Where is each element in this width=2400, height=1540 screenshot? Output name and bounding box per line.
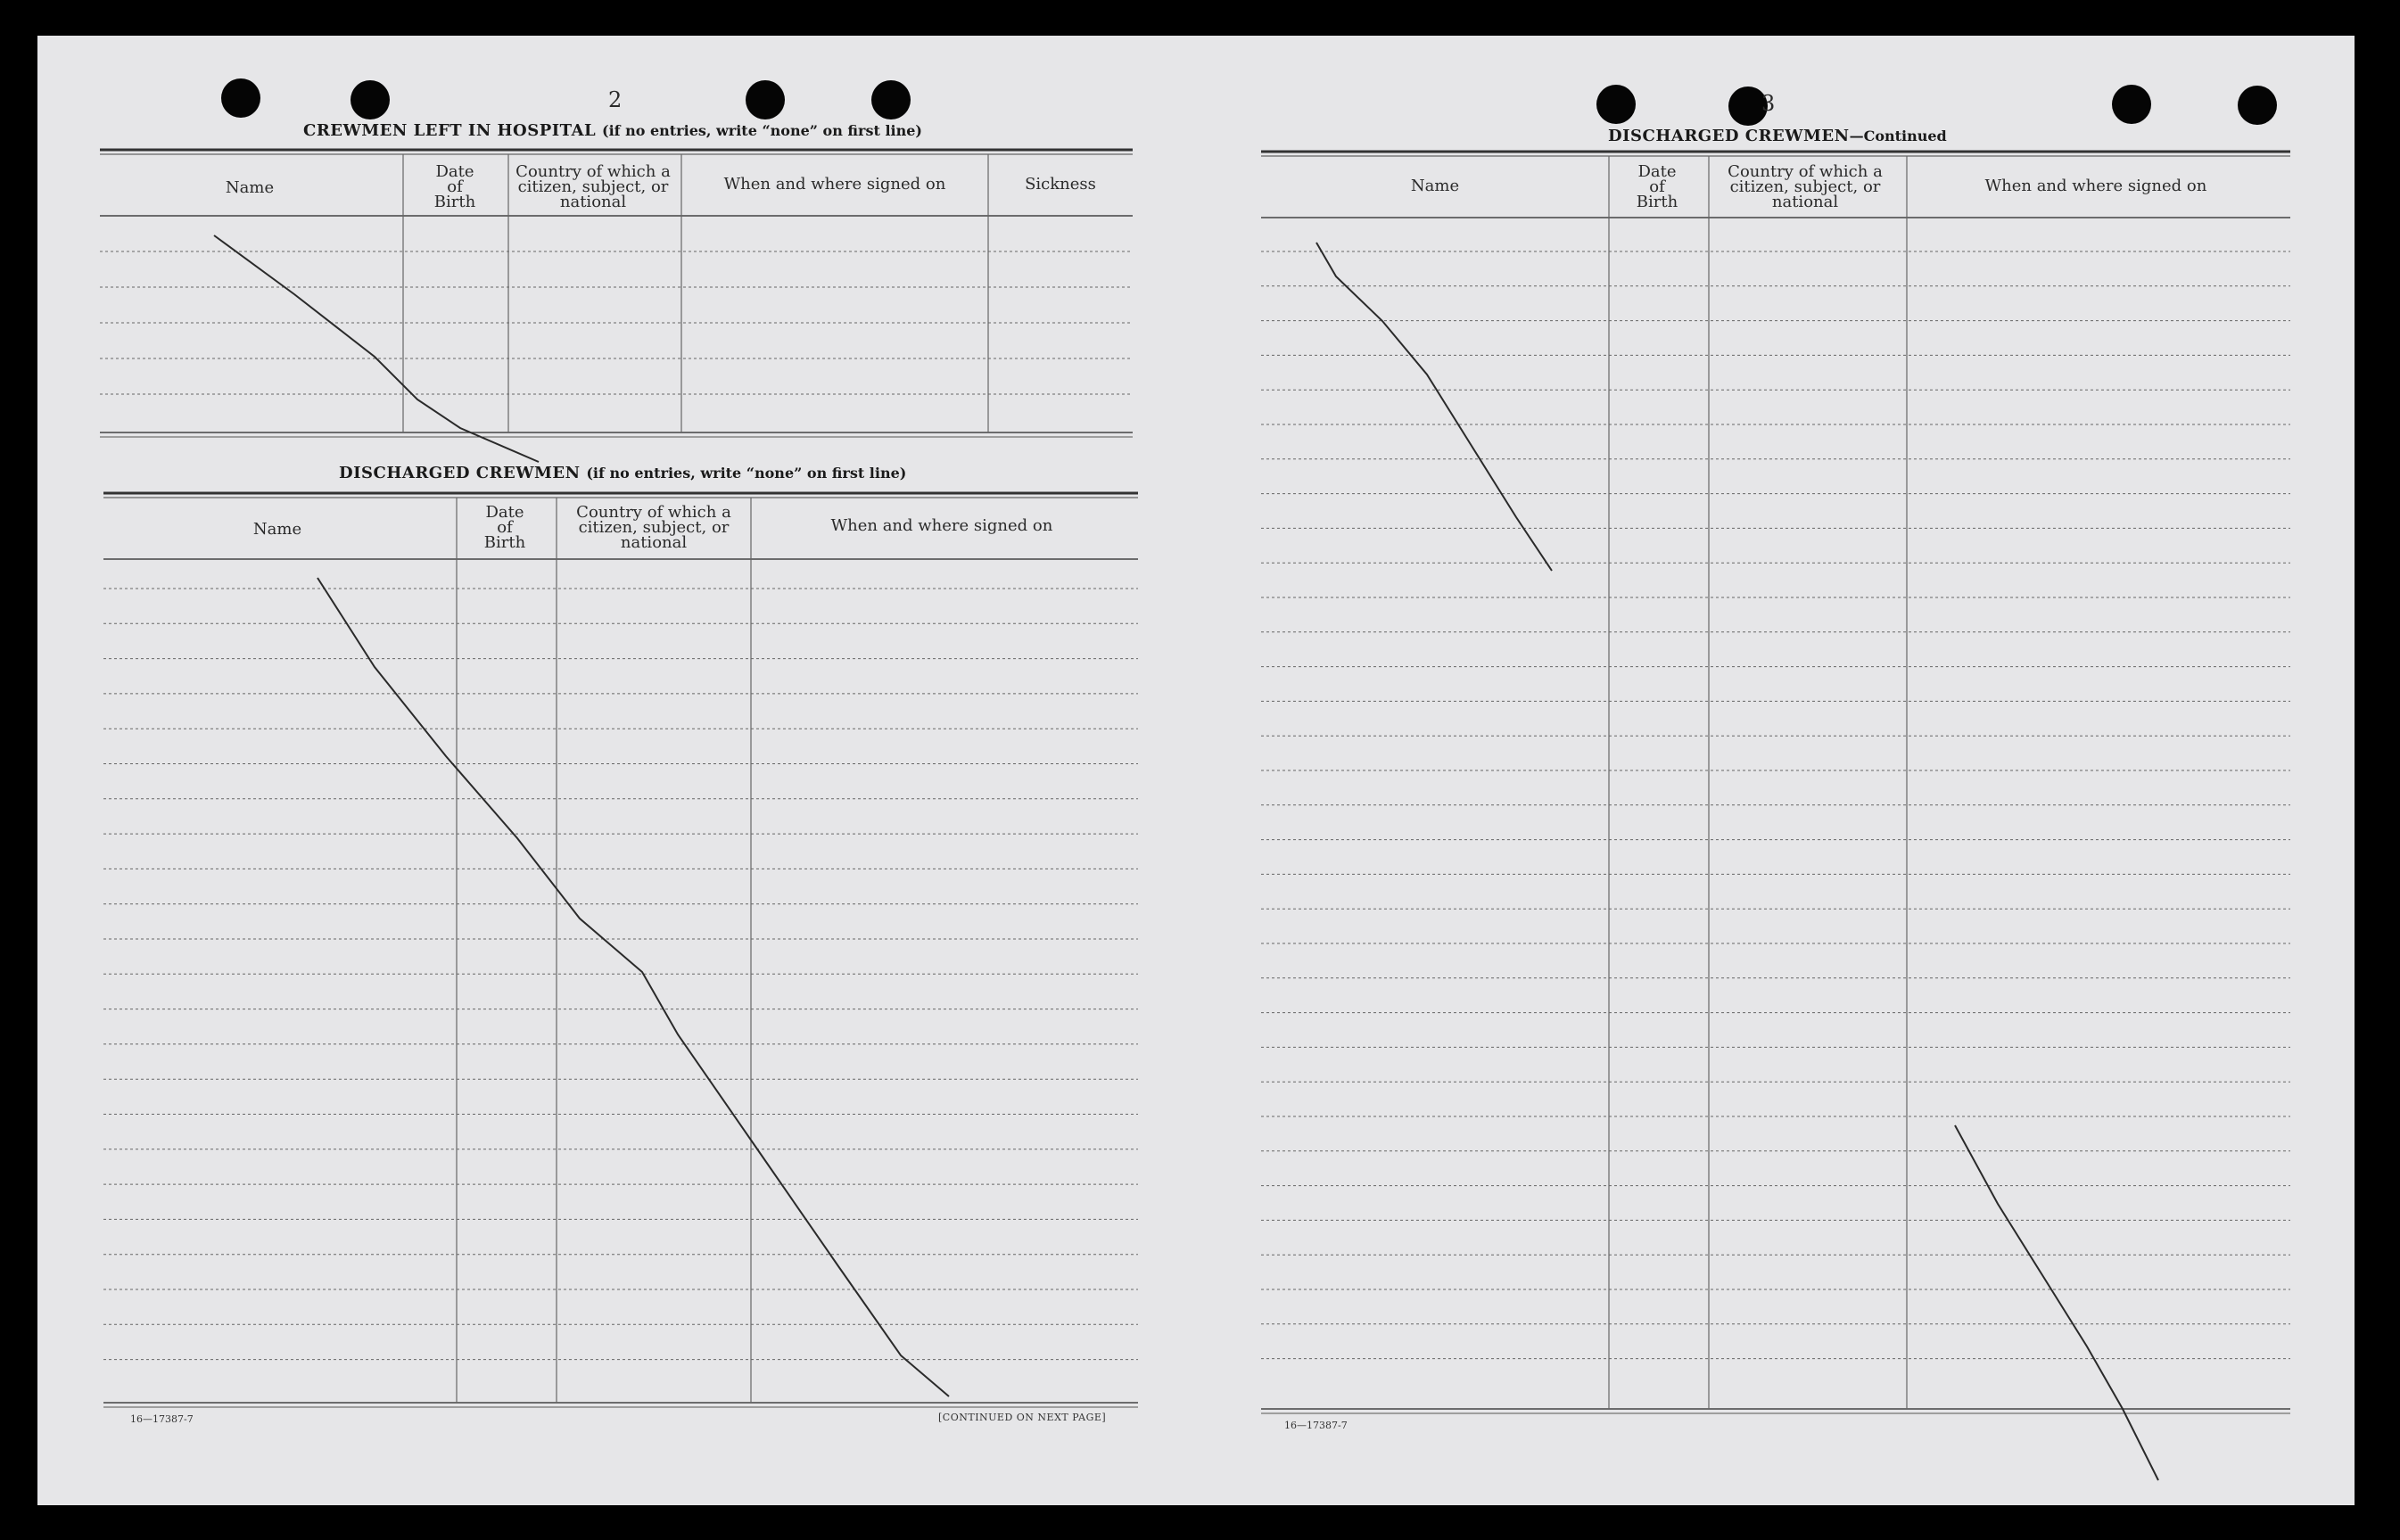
continued-col-signed: When and where signed on bbox=[1984, 177, 2207, 195]
discharged-col-country: Country of which a citizen, subject, or national bbox=[576, 503, 731, 552]
continued-col-country: Country of which a citizen, subject, or national bbox=[1728, 162, 1883, 211]
continued-note: [CONTINUED ON NEXT PAGE] bbox=[938, 1412, 1107, 1423]
continued-col-name: Name bbox=[1410, 177, 1460, 195]
hospital-col-signed: When and where signed on bbox=[723, 175, 946, 194]
page-number-left: 2 bbox=[608, 87, 623, 112]
discharged-col-signed: When and where signed on bbox=[830, 516, 1053, 535]
discharged-col-name: Name bbox=[252, 520, 302, 539]
discharged-title-text: DISCHARGED CREWMEN bbox=[339, 464, 581, 482]
form-number-left: 16—17387-7 bbox=[130, 1413, 194, 1425]
hospital-cross-out-stroke bbox=[214, 235, 539, 462]
hospital-col-country: Country of which a citizen, subject, or national bbox=[515, 162, 671, 211]
discharged-continued-suffix: —Continued bbox=[1849, 128, 1947, 144]
continued-col-dob: Date of Birth bbox=[1636, 162, 1678, 211]
continued-cross-out-stroke-upper bbox=[1316, 243, 1552, 571]
continued-cross-out-stroke-lower bbox=[1955, 1125, 2158, 1480]
discharged-cross-out-stroke bbox=[318, 578, 949, 1396]
discharged-continued-text: DISCHARGED CREWMEN bbox=[1608, 127, 1850, 145]
hospital-col-name: Name bbox=[225, 178, 275, 197]
form-number-right: 16—17387-7 bbox=[1284, 1420, 1348, 1431]
hospital-title-text: CREWMEN LEFT IN HOSPITAL bbox=[303, 121, 597, 140]
hospital-col-sickness: Sickness bbox=[1025, 175, 1096, 194]
discharged-col-dob: Date of Birth bbox=[483, 503, 526, 552]
page-number-right: 3 bbox=[1761, 91, 1776, 116]
discharged-title-note: (if no entries, write “none” on first line) bbox=[586, 465, 907, 482]
hospital-col-dob: Date of Birth bbox=[433, 162, 476, 211]
hospital-title-note: (if no entries, write “none” on first line) bbox=[602, 122, 922, 139]
